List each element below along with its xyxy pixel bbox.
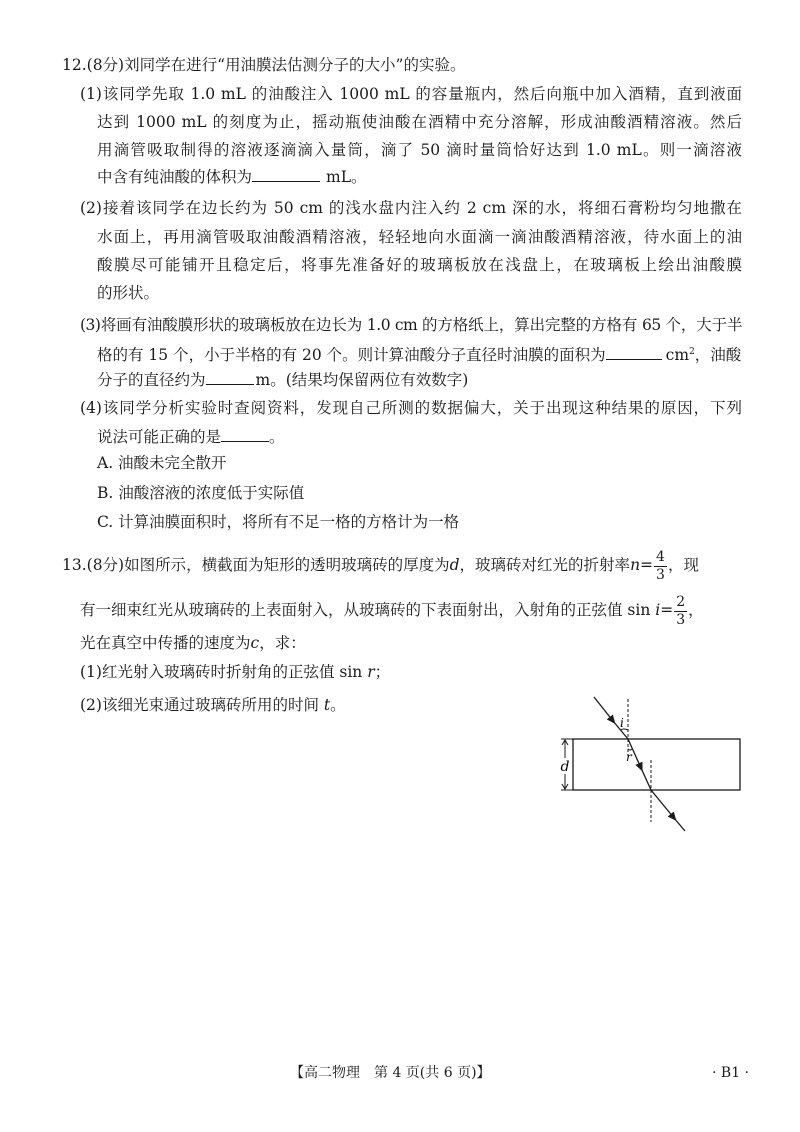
text: 中含有纯油酸的体积为 bbox=[97, 168, 253, 186]
option-a: A. 油酸未完全散开 bbox=[97, 454, 227, 472]
text: 光在真空中传播的速度为 bbox=[80, 634, 251, 652]
eq: = bbox=[640, 556, 654, 574]
footer-page-info: 【高二物理 第 4 页(共 6 页)】 bbox=[290, 1065, 491, 1081]
text: ， bbox=[688, 601, 704, 619]
denominator: 3 bbox=[656, 566, 665, 583]
superscript: 2 bbox=[689, 347, 695, 357]
q12-p3-line1: (3)将画有油酸膜形状的玻璃板放在边长为 1.0 cm 的方格纸上，算出完整的方格有 65 个，大于半 bbox=[80, 316, 742, 334]
q12-p2-line4: 的形状。 bbox=[97, 284, 160, 302]
text: 。 bbox=[330, 696, 346, 714]
var: d bbox=[449, 556, 460, 574]
numerator: 4 bbox=[656, 548, 665, 565]
q12-p1-line1: (1)该同学先取 1.0 mL 的油酸注入 1000 mL 的容量瓶内，然后向瓶中加入酒精，直到液面 bbox=[80, 85, 742, 103]
var: t bbox=[323, 696, 331, 714]
var: n bbox=[630, 556, 641, 574]
q12-p1-line3: 用滴管吸取制得的溶液逐滴滴入量筒，滴了 50 滴时量筒恰好达到 1.0 mL。则一滴溶液 bbox=[97, 141, 742, 159]
numerator: 2 bbox=[676, 593, 686, 610]
text: 说法可能正确的是 bbox=[97, 428, 222, 446]
text: ； bbox=[374, 663, 391, 681]
text: 格的有 15 个，小于半格的有 20 个。则计算油酸分子直径时油膜的面积为 bbox=[97, 346, 606, 365]
q12-p1-line2: 达到 1000 mL 的刻度为止，摇动瓶使油酸在酒精中充分溶解，形成油酸酒精溶液。然后 bbox=[97, 113, 742, 131]
option-b: B. 油酸溶液的浓度低于实际值 bbox=[97, 484, 305, 502]
option-c: C. 计算油膜面积时，将所有不足一格的方格计为一格 bbox=[97, 513, 460, 531]
eq: = bbox=[660, 601, 674, 619]
glass-brick bbox=[573, 739, 740, 790]
text: 。 bbox=[269, 428, 285, 446]
label-d: d bbox=[560, 759, 570, 775]
unit: cm bbox=[665, 346, 690, 365]
var: i bbox=[655, 601, 661, 619]
text: ，玻璃砖对红光的折射率 bbox=[459, 556, 631, 574]
text: m。(结果均保留两位有效数字) bbox=[255, 371, 469, 389]
text: ，现 bbox=[667, 556, 699, 574]
text: (1)红光射入玻璃砖时折射角的正弦值 sin bbox=[80, 663, 363, 681]
q12-header: 12.(8分)刘同学在进行“用油膜法估测分子的大小”的实验。 bbox=[62, 56, 466, 74]
text: 13.(8分)如图所示，横截面为矩形的透明玻璃砖的厚度为 bbox=[62, 556, 450, 574]
text: (2)该细光束通过玻璃砖所用的时间 bbox=[80, 696, 319, 714]
q12-p2-line2: 水面上，再用滴管吸取油酸酒精溶液，轻轻地向水面滴一滴油酸酒精溶液，待水面上的油 bbox=[97, 228, 742, 246]
var: r bbox=[367, 663, 375, 681]
text: 有一细束红光从玻璃砖的上表面射入，从玻璃砖的下表面射出，入射角的正弦值 sin bbox=[80, 601, 651, 619]
q12-p2-line1: (2)接着该同学在边长约为 50 cm 的浅水盘内注入约 2 cm 深的水，将细石膏粉均匀地撒在 bbox=[80, 199, 742, 217]
denominator: 3 bbox=[676, 611, 686, 628]
emergent-ray bbox=[651, 790, 674, 818]
var: c bbox=[250, 634, 260, 652]
text: ，求： bbox=[259, 634, 306, 652]
text: ，油酸 bbox=[694, 346, 742, 365]
q12-p4-line1: (4)该同学分析实验时查阅资料，发现自己所测的数据偏大，关于出现这种结果的原因，下列 bbox=[80, 399, 742, 417]
label-r: r bbox=[626, 750, 632, 764]
label-i: i bbox=[620, 716, 624, 730]
footer-code: · B1 · bbox=[712, 1065, 749, 1081]
incident-ray bbox=[594, 697, 613, 721]
unit: mL。 bbox=[326, 168, 367, 186]
text: 分子的直径约为 bbox=[97, 371, 206, 389]
q12-p2-line3: 酸膜尽可能铺开且稳定后，将事先准备好的玻璃板放在浅盘上，在玻璃板上绘出油酸膜 bbox=[97, 256, 742, 274]
